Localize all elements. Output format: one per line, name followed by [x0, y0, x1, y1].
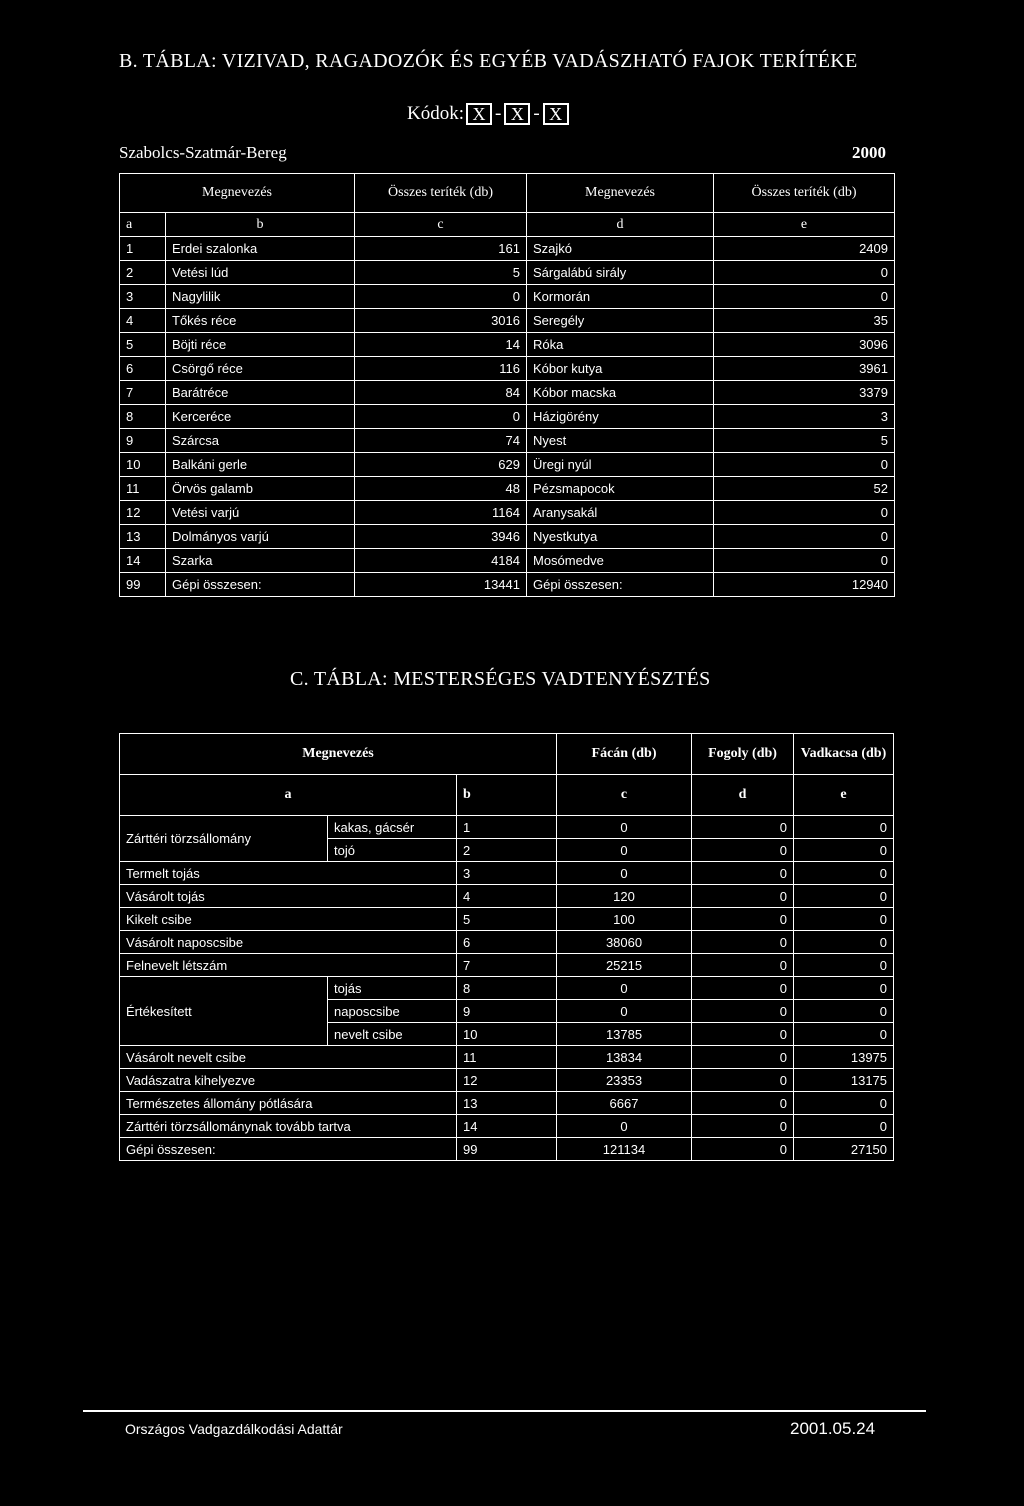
partridge-count: 0	[692, 1000, 794, 1023]
row-code: 6	[120, 357, 166, 381]
row-code: 10	[457, 1023, 557, 1046]
partridge-count: 0	[692, 1092, 794, 1115]
region-name: Szabolcs-Szatmár-Bereg	[119, 143, 287, 162]
item-label: Vásárolt naposcsibe	[120, 931, 457, 954]
wild-duck-count: 0	[794, 977, 894, 1000]
row-code: 6	[457, 931, 557, 954]
partridge-count: 0	[692, 885, 794, 908]
table-row	[120, 309, 895, 333]
total-count: 0	[714, 285, 895, 309]
code-box-2: X	[504, 103, 530, 125]
row-code: 14	[120, 549, 166, 573]
row-code: 7	[457, 954, 557, 977]
row-code: 12	[120, 501, 166, 525]
pheasant-count: 38060	[557, 931, 692, 954]
report-year: 2000	[852, 143, 886, 162]
code-box-3: X	[543, 103, 569, 125]
table-c-header: Fogoly (db)	[692, 734, 794, 775]
row-code: 8	[457, 977, 557, 1000]
group-label: Zárttéri törzsállomány	[120, 816, 328, 862]
partridge-count: 0	[692, 1138, 794, 1161]
total-count: 84	[355, 381, 527, 405]
species-name: Dolmányos varjú	[166, 525, 355, 549]
partridge-count: 0	[692, 954, 794, 977]
row-code: 3	[120, 285, 166, 309]
code-separator: -	[533, 103, 540, 124]
row-code: 11	[120, 477, 166, 501]
table-c-col-label-row	[120, 775, 894, 816]
codes-row	[407, 100, 571, 128]
species-name: Szajkó	[527, 237, 714, 261]
species-name: Sárgalábú sirály	[527, 261, 714, 285]
total-count: 3961	[714, 357, 895, 381]
sub-label: kakas, gácsér	[328, 816, 457, 839]
pheasant-count: 0	[557, 1115, 692, 1138]
sub-label: tojás	[328, 977, 457, 1000]
row-code: 9	[120, 429, 166, 453]
wild-duck-count: 0	[794, 1023, 894, 1046]
table-b-header: Összes teríték (db)	[355, 174, 527, 213]
table-row	[120, 381, 895, 405]
table-row	[120, 862, 894, 885]
species-name: Üregi nyúl	[527, 453, 714, 477]
species-name: Csörgő réce	[166, 357, 355, 381]
table-b-header: Megnevezés	[527, 174, 714, 213]
item-label: Termelt tojás	[120, 862, 457, 885]
table-row	[120, 549, 895, 573]
total-count: 0	[714, 453, 895, 477]
partridge-count: 0	[692, 816, 794, 839]
species-name: Gépi összesen:	[166, 573, 355, 597]
species-name: Aranysakál	[527, 501, 714, 525]
table-row	[120, 1069, 894, 1092]
pheasant-count: 6667	[557, 1092, 692, 1115]
total-count: 3096	[714, 333, 895, 357]
wild-duck-count: 0	[794, 931, 894, 954]
table-c-header: Megnevezés	[120, 734, 557, 775]
table-row	[120, 885, 894, 908]
wild-duck-count: 0	[794, 1000, 894, 1023]
row-code: 12	[457, 1069, 557, 1092]
table-row	[120, 1092, 894, 1115]
pheasant-count: 0	[557, 862, 692, 885]
code-separator: -	[495, 103, 502, 124]
total-count: 0	[714, 549, 895, 573]
footer-source: Országos Vadgazdálkodási Adattár	[125, 1421, 343, 1437]
row-code: 5	[457, 908, 557, 931]
wild-duck-count: 0	[794, 862, 894, 885]
table-row	[120, 357, 895, 381]
total-count: 74	[355, 429, 527, 453]
species-name: Róka	[527, 333, 714, 357]
total-count: 0	[714, 501, 895, 525]
table-c-header-row	[120, 734, 894, 775]
row-code: 13	[120, 525, 166, 549]
total-count: 0	[714, 261, 895, 285]
total-count: 2409	[714, 237, 895, 261]
pheasant-count: 0	[557, 816, 692, 839]
row-code: 4	[457, 885, 557, 908]
table-row	[120, 977, 894, 1000]
total-count: 0	[355, 405, 527, 429]
table-b-header: Összes teríték (db)	[714, 174, 895, 213]
col-label: d	[527, 213, 714, 237]
total-count: 3016	[355, 309, 527, 333]
pheasant-count: 120	[557, 885, 692, 908]
partridge-count: 0	[692, 1046, 794, 1069]
species-name: Szarka	[166, 549, 355, 573]
total-count: 4184	[355, 549, 527, 573]
species-name: Mosómedve	[527, 549, 714, 573]
pheasant-count: 13834	[557, 1046, 692, 1069]
total-count: 5	[355, 261, 527, 285]
species-name: Erdei szalonka	[166, 237, 355, 261]
col-label: a	[120, 775, 457, 816]
total-count: 116	[355, 357, 527, 381]
row-code: 10	[120, 453, 166, 477]
footer-divider	[83, 1410, 926, 1412]
partridge-count: 0	[692, 908, 794, 931]
wild-duck-count: 13175	[794, 1069, 894, 1092]
item-label: Zárttéri törzsállománynak tovább tartva	[120, 1115, 457, 1138]
table-b-header-row	[120, 174, 895, 213]
wild-duck-count: 0	[794, 816, 894, 839]
row-code: 2	[457, 839, 557, 862]
row-code: 5	[120, 333, 166, 357]
wild-duck-count: 0	[794, 1092, 894, 1115]
table-row	[120, 908, 894, 931]
pheasant-count: 25215	[557, 954, 692, 977]
total-count: 161	[355, 237, 527, 261]
col-label: e	[714, 213, 895, 237]
table-row	[120, 501, 895, 525]
total-count: 629	[355, 453, 527, 477]
table-row	[120, 1046, 894, 1069]
table-b-col-label-row	[120, 213, 895, 237]
total-count: 48	[355, 477, 527, 501]
table-c-title: C. TÁBLA: MESTERSÉGES VADTENYÉSZTÉS	[290, 668, 711, 690]
species-name: Kercerécе	[166, 405, 355, 429]
species-name: Szárcsa	[166, 429, 355, 453]
row-code: 2	[120, 261, 166, 285]
species-name: Pézsmapocok	[527, 477, 714, 501]
partridge-count: 0	[692, 1115, 794, 1138]
partridge-count: 0	[692, 977, 794, 1000]
item-label: Természetes állomány pótlására	[120, 1092, 457, 1115]
sub-label: naposcsibe	[328, 1000, 457, 1023]
species-name: Barátréce	[166, 381, 355, 405]
item-label: Gépi összesen:	[120, 1138, 457, 1161]
partridge-count: 0	[692, 862, 794, 885]
item-label: Kikelt csibe	[120, 908, 457, 931]
table-row	[120, 285, 895, 309]
pheasant-count: 23353	[557, 1069, 692, 1092]
row-code: 1	[457, 816, 557, 839]
table-row	[120, 237, 895, 261]
species-name: Böjti réce	[166, 333, 355, 357]
species-name: Kóbor kutya	[527, 357, 714, 381]
pheasant-count: 121134	[557, 1138, 692, 1161]
species-name: Kormorán	[527, 285, 714, 309]
species-name: Nyestkutya	[527, 525, 714, 549]
col-label: a	[120, 213, 166, 237]
wild-duck-count: 0	[794, 839, 894, 862]
table-row	[120, 429, 895, 453]
species-name: Gépi összesen:	[527, 573, 714, 597]
pheasant-count: 13785	[557, 1023, 692, 1046]
row-code: 9	[457, 1000, 557, 1023]
table-row	[120, 333, 895, 357]
wild-duck-count: 27150	[794, 1138, 894, 1161]
table-row	[120, 931, 894, 954]
code-box-1: X	[466, 103, 492, 125]
species-name: Házigörény	[527, 405, 714, 429]
table-b	[119, 173, 895, 597]
row-code: 99	[120, 573, 166, 597]
table-row	[120, 573, 895, 597]
wild-duck-count: 13975	[794, 1046, 894, 1069]
row-code: 7	[120, 381, 166, 405]
codes-label: Kódok:	[407, 103, 464, 124]
row-code: 11	[457, 1046, 557, 1069]
species-name: Örvös galamb	[166, 477, 355, 501]
table-row	[120, 453, 895, 477]
table-row	[120, 954, 894, 977]
total-count: 14	[355, 333, 527, 357]
total-count: 35	[714, 309, 895, 333]
wild-duck-count: 0	[794, 954, 894, 977]
item-label: Vásárolt tojás	[120, 885, 457, 908]
total-count: 0	[714, 525, 895, 549]
table-row	[120, 477, 895, 501]
partridge-count: 0	[692, 1069, 794, 1092]
col-label: d	[692, 775, 794, 816]
item-label: Felnevelt létszám	[120, 954, 457, 977]
species-name: Nagylilik	[166, 285, 355, 309]
row-code: 13	[457, 1092, 557, 1115]
col-label: e	[794, 775, 894, 816]
total-count: 3	[714, 405, 895, 429]
col-label: c	[355, 213, 527, 237]
table-b-header: Megnevezés	[120, 174, 355, 213]
row-code: 3	[457, 862, 557, 885]
footer-date: 2001.05.24	[790, 1419, 876, 1438]
col-label: c	[557, 775, 692, 816]
table-c	[119, 733, 894, 1161]
sub-label: nevelt csibe	[328, 1023, 457, 1046]
row-code: 4	[120, 309, 166, 333]
col-label: b	[166, 213, 355, 237]
row-code: 14	[457, 1115, 557, 1138]
item-label: Vásárolt nevelt csibe	[120, 1046, 457, 1069]
pheasant-count: 0	[557, 1000, 692, 1023]
total-count: 13441	[355, 573, 527, 597]
table-row	[120, 525, 895, 549]
partridge-count: 0	[692, 1023, 794, 1046]
total-count: 52	[714, 477, 895, 501]
table-row	[120, 816, 894, 839]
item-label: Vadászatra kihelyezve	[120, 1069, 457, 1092]
table-row	[120, 1115, 894, 1138]
species-name: Kóbor macska	[527, 381, 714, 405]
table-c-header: Vadkacsa (db)	[794, 734, 894, 775]
species-name: Balkáni gerle	[166, 453, 355, 477]
wild-duck-count: 0	[794, 1115, 894, 1138]
species-name: Tőkés réce	[166, 309, 355, 333]
row-code: 99	[457, 1138, 557, 1161]
wild-duck-count: 0	[794, 885, 894, 908]
species-name: Vetési varjú	[166, 501, 355, 525]
row-code: 1	[120, 237, 166, 261]
wild-duck-count: 0	[794, 908, 894, 931]
row-code: 8	[120, 405, 166, 429]
total-count: 12940	[714, 573, 895, 597]
col-label: b	[457, 775, 557, 816]
species-name: Vetési lúd	[166, 261, 355, 285]
pheasant-count: 0	[557, 977, 692, 1000]
total-count: 3946	[355, 525, 527, 549]
table-row	[120, 405, 895, 429]
total-count: 0	[355, 285, 527, 309]
table-row	[120, 261, 895, 285]
sub-label: tojó	[328, 839, 457, 862]
species-name: Seregély	[527, 309, 714, 333]
total-count: 1164	[355, 501, 527, 525]
partridge-count: 0	[692, 839, 794, 862]
total-count: 3379	[714, 381, 895, 405]
pheasant-count: 100	[557, 908, 692, 931]
pheasant-count: 0	[557, 839, 692, 862]
group-label: Értékesített	[120, 977, 328, 1046]
partridge-count: 0	[692, 931, 794, 954]
table-b-title: B. TÁBLA: VIZIVAD, RAGADOZÓK ÉS EGYÉB VADÁSZHATÓ FAJOK TERÍTÉKE	[119, 50, 858, 72]
table-row	[120, 1138, 894, 1161]
species-name: Nyest	[527, 429, 714, 453]
total-count: 5	[714, 429, 895, 453]
table-c-header: Fácán (db)	[557, 734, 692, 775]
